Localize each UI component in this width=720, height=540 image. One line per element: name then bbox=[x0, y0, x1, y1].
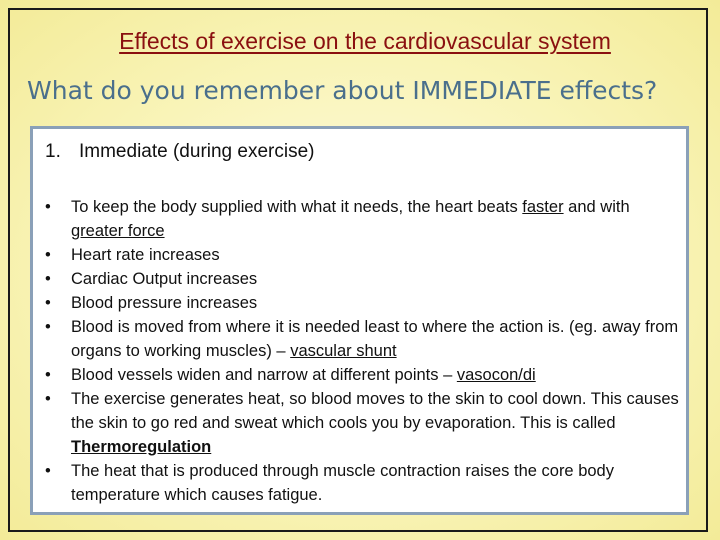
bullet-icon: • bbox=[45, 366, 51, 384]
bullet-text: Cardiac Output increases bbox=[71, 270, 258, 288]
bullet-text: and with bbox=[563, 198, 630, 216]
bullet-item bbox=[33, 267, 683, 291]
section-heading-text: Immediate (during exercise) bbox=[79, 141, 315, 162]
slide-title: Effects of exercise on the cardiovascular system bbox=[119, 28, 611, 54]
section-number: 1. bbox=[45, 141, 61, 162]
bullet-icon: • bbox=[45, 246, 51, 264]
term-vasocon-di: vasocon/di bbox=[456, 366, 536, 384]
bullet-text: Heart rate increases bbox=[71, 246, 220, 264]
section-heading bbox=[45, 141, 314, 163]
bullet-item bbox=[33, 459, 683, 507]
bullet-item bbox=[33, 315, 683, 363]
bullet-list bbox=[33, 195, 683, 507]
bullet-text: Blood pressure increases bbox=[71, 294, 258, 312]
bullet-text: To keep the body supplied with what it needs, the heart beats bbox=[71, 198, 523, 216]
term-vascular-shunt: vascular shunt bbox=[290, 342, 397, 360]
bullet-text: The exercise generates heat, so blood moves to the skin to cool down. This causes the skin to go red and sweat which cools you by evaporation. This is called bbox=[71, 390, 679, 432]
content-box bbox=[30, 126, 689, 515]
bullet-text: Blood is moved from where it is needed least to where the action is. (eg. away from organs to working muscles) – bbox=[71, 318, 679, 360]
bullet-icon: • bbox=[45, 270, 51, 288]
bullet-icon: • bbox=[45, 198, 51, 216]
term-thermoregulation: Thermoregulation bbox=[71, 438, 212, 456]
bullet-item bbox=[33, 387, 683, 459]
bullet-text: Blood vessels widen and narrow at different points – bbox=[71, 366, 457, 384]
bullet-icon: • bbox=[45, 294, 51, 312]
term-faster: faster bbox=[522, 198, 564, 216]
term-greater-force: greater force bbox=[71, 222, 165, 240]
bullet-icon: • bbox=[45, 318, 51, 336]
bullet-icon: • bbox=[45, 462, 51, 480]
bullet-text: The heat that is produced through muscle contraction raises the core body temperature which causes fatigue. bbox=[71, 462, 614, 504]
bullet-item bbox=[33, 291, 683, 315]
slide-subtitle: What do you remember about IMMEDIATE effects? bbox=[27, 76, 658, 105]
bullet-item bbox=[33, 243, 683, 267]
bullet-icon: • bbox=[45, 390, 51, 408]
bullet-item bbox=[33, 363, 683, 387]
bullet-item bbox=[33, 195, 683, 243]
